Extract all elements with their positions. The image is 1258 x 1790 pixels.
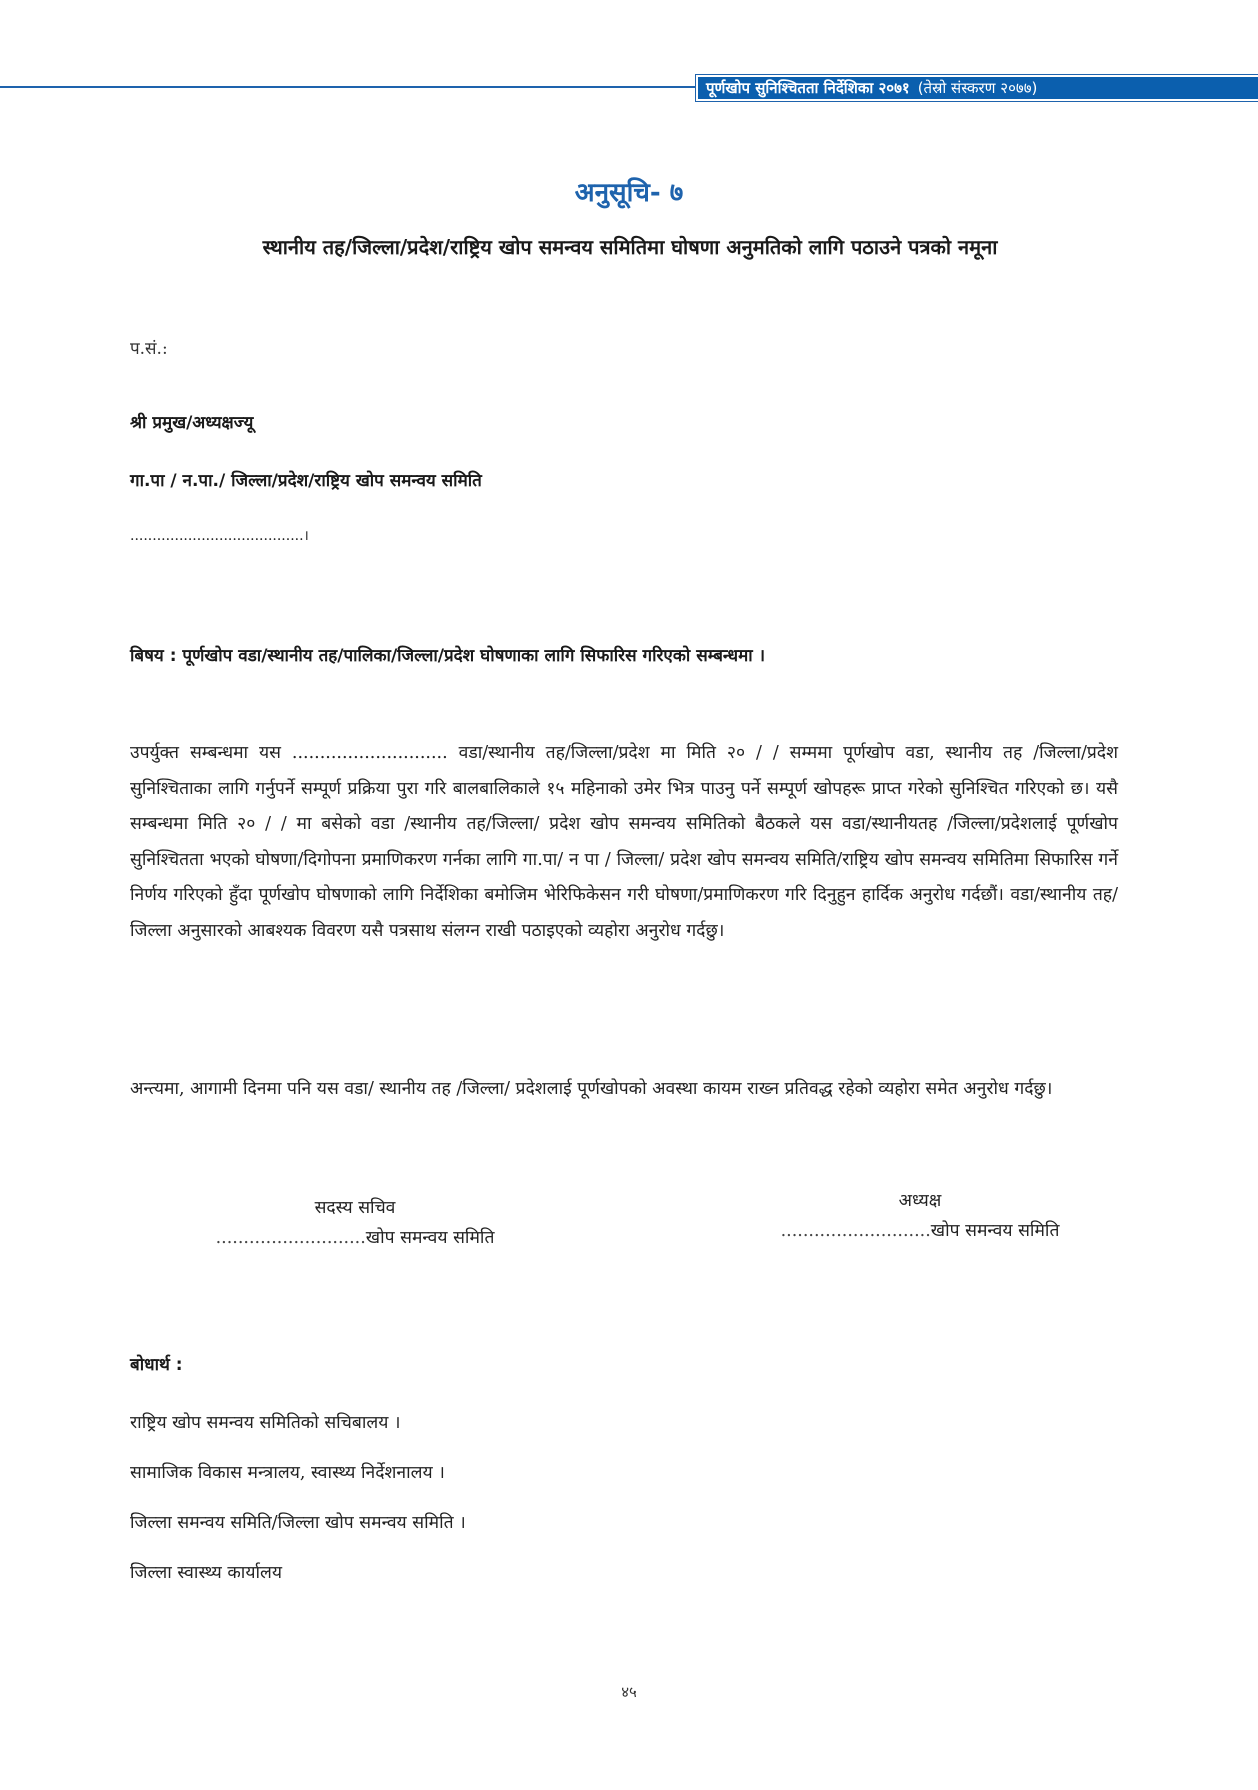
letter-subject: बिषय : पूर्णखोप वडा/स्थानीय तह/पालिका/जिल्ला/प्रदेश घोषणाका लागि सिफारिस गरिएको सम्बन्धमा । [130, 646, 766, 666]
body-paragraph-2: अन्त्यमा, आगामी दिनमा पनि यस वडा/ स्थानीय तह /जिल्ला/ प्रदेशलाई पूर्णखोपको अवस्था कायम राख्न प्रतिवद्ध रहेको व्यहोरा समेत अनुरोध गर्दछु। [130, 1079, 1053, 1099]
page-number: ४५ [621, 1683, 637, 1701]
document-subtitle: स्थानीय तह/जिल्ला/प्रदेश/राष्ट्रिय खोप समन्वय समितिमा घोषणा अनुमतिको लागि पठाउने पत्रको नमूना [262, 235, 998, 259]
signature-block-member-secretary [175, 1193, 535, 1253]
banner-edition: (तेस्रो संस्करण २०७७) [917, 79, 1038, 97]
addressee-blank-line: .......................................। [130, 528, 309, 544]
signature-committee-line [175, 1223, 535, 1253]
cc-item: जिल्ला समन्वय समिति/जिल्ला खोप समन्वय समिति । [130, 1513, 466, 1533]
signature-title: अध्यक्ष [898, 1191, 942, 1211]
signature-dots: ........................... [215, 1228, 366, 1248]
annex-title: अनुसूचि- ७ [574, 178, 684, 208]
cc-list [130, 1398, 466, 1598]
header-banner [695, 74, 1258, 102]
body-paragraph-1: उपर्युक्त सम्बन्धमा यस ............................ वडा/स्थानीय तह/जिल्ला/प्रदेश मा मिति २० / / सम्ममा पूर्णखोप वडा, स्थानीय तह /जिल्ला/प्रदेश सुनिश्चिताका लागि गर्नुपर्ने सम्पूर्ण प्रक्रिया पुरा गरि बालबालिकाले १५ महिनाको उमेर भित्र पाउनु पर्ने सम्पूर्ण खोपहरू प्राप्त गरेको सुनिश्चित गरिएको छ। यसै सम्बन्धमा मिति २० / / मा बसेको वडा /स्थानीय तह/जिल्ला/ प्रदेश खोप समन्वय समितिको बैठकले यस वडा/स्थानीयतह /जिल्ला/प्रदेशलाई पूर्णखोप सुनिश्चितता भएको घोषणा/दिगोपना प्रमाणिकरण गर्नका लागि गा.पा/ न पा / जिल्ला/ प्रदेश खोप समन्वय समिति/राष्ट्रिय खोप समन्वय समितिमा सिफारिस गर्ने निर्णय गरिएको हुँदा पूर्णखोप घोषणाको लागि निर्देशिका बमोजिम भेरिफिकेसन गरी घोषणा/प्रमाणिकरण गरि दिनुहुन हार्दिक अनुरोध गर्दछौं। वडा/स्थानीय तह/जिल्ला अनुसारको आबश्यक विवरण यसै पत्रसाथ संलग्न राखी पठाइएको व्यहोरा अनुरोध गर्दछु। [130, 743, 1118, 941]
header-banner-inner [698, 77, 1258, 99]
signature-committee: खोप समन्वय समिति [365, 1228, 495, 1248]
cc-heading: बोधार्थ : [130, 1355, 183, 1375]
signature-committee-line [740, 1216, 1100, 1246]
banner-title: पूर्णखोप सुनिश्चितता निर्देशिका २०७१ [706, 79, 910, 97]
header-rule [0, 86, 700, 88]
signature-block-chairperson [740, 1186, 1100, 1246]
signature-title: सदस्य सचिव [314, 1198, 396, 1218]
cc-item: सामाजिक विकास मन्त्रालय, स्वास्थ्य निर्देशनालय । [130, 1463, 445, 1483]
signature-dots: ........................... [780, 1221, 931, 1241]
addressee-line-1: श्री प्रमुख/अध्यक्षज्यू [130, 413, 254, 433]
reference-number-label: प.सं.: [130, 339, 168, 359]
cc-item: जिल्ला स्वास्थ्य कार्यालय [130, 1563, 283, 1583]
cc-item: राष्ट्रिय खोप समन्वय समितिको सचिबालय । [130, 1413, 401, 1433]
signature-committee: खोप समन्वय समिति [930, 1221, 1060, 1241]
addressee-line-2: गा.पा / न.पा./ जिल्ला/प्रदेश/राष्ट्रिय खोप समन्वय समिति [130, 471, 482, 491]
